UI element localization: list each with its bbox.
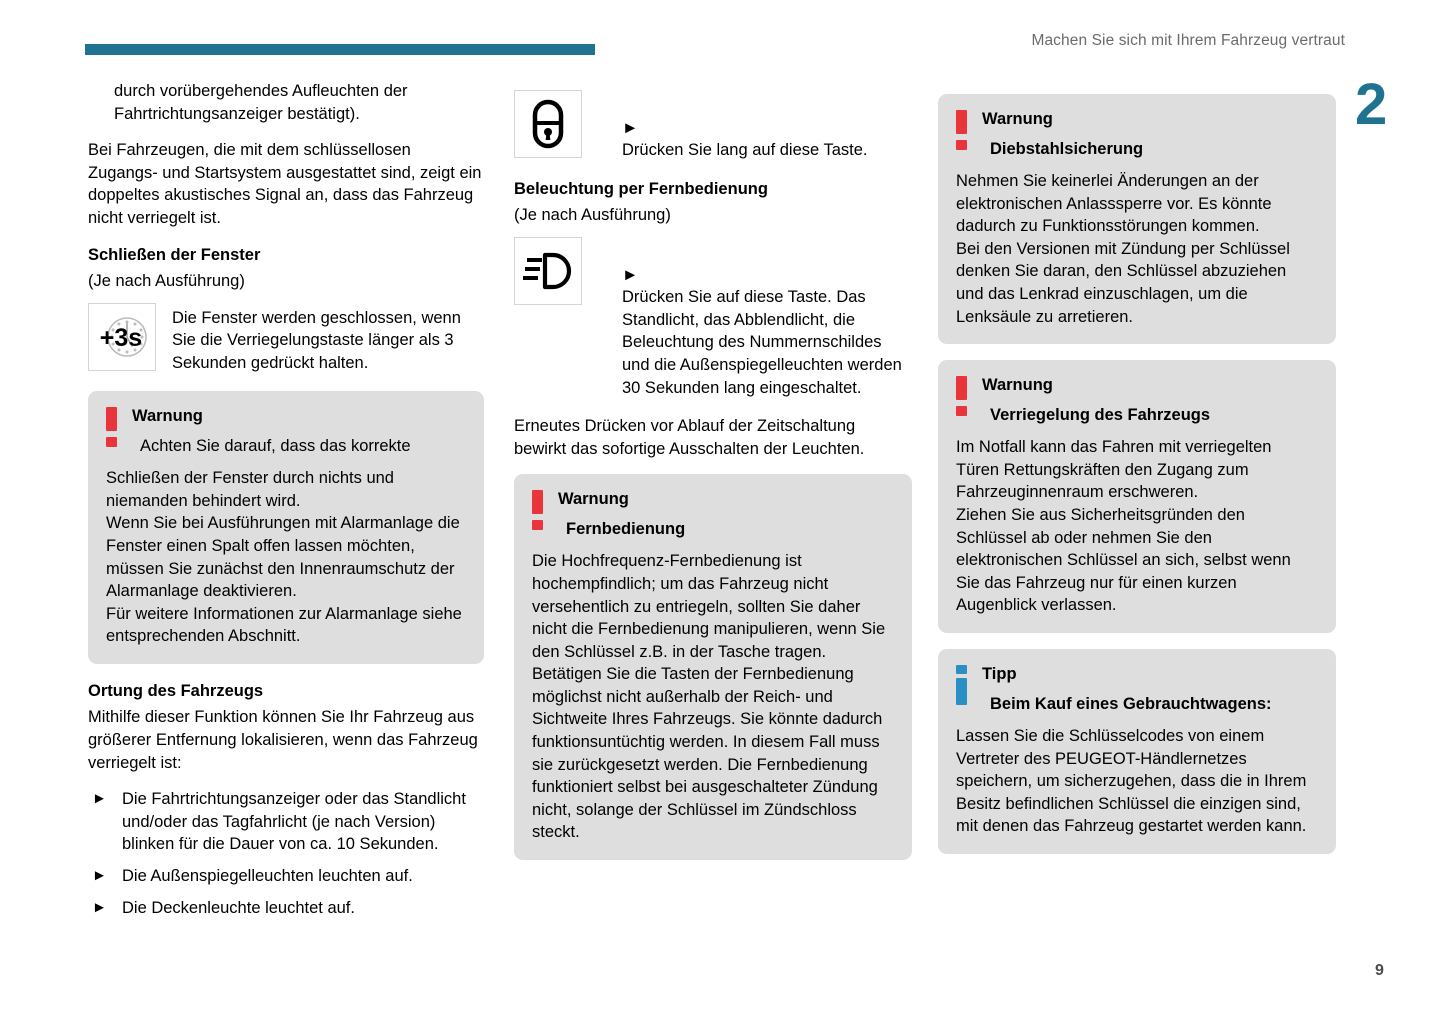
icon-text-3-seconds: Die Fenster werden geschlossen, wenn Sie die Verriegelungstaste länger als 3 Sekunden gedrückt halten. — [172, 308, 461, 372]
variant-note-windows: (Je nach Ausführung) — [88, 272, 245, 291]
heading-remote-lighting: Beleuchtung per Fernbedienung — [514, 179, 768, 198]
triangle-bullet-icon: ► — [92, 867, 107, 885]
callout-first-line: Achten Sie darauf, dass das korrekte — [140, 436, 411, 455]
svg-text:+3s: +3s — [99, 323, 143, 352]
callout-warning-vehicle-locking — [938, 360, 1336, 633]
callout-tip-used-car — [938, 649, 1336, 854]
padlock-button-icon — [514, 90, 582, 158]
callout-body: Lassen Sie die Schlüsselcodes von einem Vertreter des PEUGEOT-Händlernetzes speichern, um sicherzugehen, dass die in Ihrem Besitz befindlichen Schlüssel die einzigen sind, mit denen das Fahrzeug gestartet werden kann. — [956, 726, 1307, 836]
icon-row-3-seconds — [88, 303, 484, 375]
list-item-label: Die Außenspiegelleuchten leuchten auf. — [122, 867, 413, 886]
triangle-bullet-icon: ► — [92, 790, 107, 808]
list-item — [88, 897, 484, 920]
paragraph-vehicle-location: Mithilfe dieser Funktion können Sie Ihr Fahrzeug aus größerer Entfernung lokalisieren, wenn das Fahrzeug verriegelt ist: — [88, 708, 478, 772]
callout-title: Diebstahlsicherung — [990, 140, 1144, 158]
callout-type-label: Warnung — [558, 490, 629, 509]
paragraph-repress: Erneutes Drücken vor Ablauf der Zeitschaltung bewirkt das sofortige Ausschalten der Leuchten. — [514, 417, 865, 458]
callout-type-label: Warnung — [982, 376, 1053, 395]
icon-row-headlight-button — [514, 237, 912, 399]
callout-body: Schließen der Fenster durch nichts und niemanden behindert wird. Wenn Sie bei Ausführungen mit Alarmanlage die Fenster einen Spalt offen lassen möchten, müssen Sie zunächst den Innenraumschutz der Alarmanlage deaktivieren. Für weitere Informationen zur Alarmanlage siehe entsprechenden Abschnitt. — [106, 469, 462, 646]
paragraph-continued: durch vorübergehendes Aufleuchten der Fahrtrichtungsanzeiger bestätigt). — [114, 82, 408, 123]
low-beam-headlight-icon — [514, 237, 582, 305]
column-left — [88, 80, 484, 928]
info-i-icon — [956, 663, 968, 705]
variant-note-lighting: (Je nach Ausführung) — [514, 206, 671, 225]
heading-vehicle-location: Ortung des Fahrzeugs — [88, 681, 264, 700]
warning-exclamation-icon — [532, 488, 544, 530]
warning-exclamation-icon — [956, 108, 968, 150]
callout-type-label: Warnung — [132, 406, 203, 425]
callout-warning-theft-protection — [938, 94, 1336, 344]
callout-body: Die Hochfrequenz-Fernbedienung ist hochempfindlich; um das Fahrzeug nicht versehentlich zu entriegeln, sollten Sie daher nicht die Fernbedienung manipulieren, wenn Sie den Schlüssel z.B. in der Tasche tragen. Betätigen Sie die Tasten der Fernbedienung möglichst nicht außerhalb der Reich- und Sichtweite Ihres Fahrzeugs. Sie könnte dadurch funktionsuntüchtig werden. In diesem Fall muss sie zurückgesetzt werden. Die Fernbedienung funktioniert selbst bei ausgeschalteter Zündung nicht, solange der Schlüssel im Zündschloss steckt. — [532, 552, 886, 842]
callout-body: Im Notfall kann das Fahren mit verriegelten Türen Rettungskräften den Zugang zum Fahrzeuginnenraum erschweren. Ziehen Sie aus Sicherheitsgründen den Schlüssel ab oder nehmen Sie den elektronischen Schlüssel an sich, selbst wenn Sie das Fahrzeug nur für einen kurzen Augenblick verlassen. — [956, 438, 1291, 615]
column-right — [938, 80, 1336, 870]
page-header-title: Machen Sie sich mit Ihrem Fahrzeug vertraut — [1031, 32, 1345, 49]
icon-text-lock-button: ► Drücken Sie lang auf diese Taste. — [622, 118, 868, 160]
icon-row-lock-button — [514, 90, 912, 162]
list-item-label: Die Fahrtrichtungsanzeiger oder das Standlicht und/oder das Tagfahrlicht (je nach Version) blinken für die Dauer von ca. 10 Sekunden. — [122, 790, 466, 854]
callout-warning-windows — [88, 391, 484, 664]
icon-text-headlight-button: ► Drücken Sie auf diese Taste. Das Standlicht, das Abblendlicht, die Beleuchtung des Nummernschildes und die Außenspiegelleuchten werden 30 Sekunden lang eingeschaltet. — [622, 265, 902, 397]
callout-type-label: Warnung — [982, 110, 1053, 128]
list-location-effects — [88, 788, 484, 919]
list-item — [88, 865, 484, 888]
triangle-bullet-icon: ► — [92, 898, 107, 916]
callout-title: Beim Kauf eines Gebrauchtwagens: — [990, 694, 1272, 713]
callout-title: Verriegelung des Fahrzeugs — [990, 406, 1211, 425]
callout-warning-remote — [514, 474, 912, 860]
callout-body: Nehmen Sie keinerlei Änderungen an der elektronischen Anlasssperre vor. Es könnte dadurch zu Funktionsstörungen kommen. Bei den Versionen mit Zündung per Schlüssel denken Sie daran, den Schlüssel abzuziehen und das Lenkrad einzuschlagen, um die Lenksäule zu arretieren. — [956, 172, 1290, 326]
callout-title: Fernbedienung — [566, 520, 686, 539]
header-accent-rule — [85, 44, 595, 55]
plus-3-seconds-icon — [88, 303, 156, 371]
callout-type-label: Tipp — [982, 664, 1017, 683]
warning-exclamation-icon — [956, 374, 968, 416]
list-item-label: Die Deckenleuchte leuchtet auf. — [122, 898, 355, 917]
column-middle — [514, 80, 912, 876]
chapter-number: 2 — [1355, 72, 1388, 137]
warning-exclamation-icon — [106, 405, 118, 447]
page-number: 9 — [1375, 962, 1384, 979]
heading-closing-windows: Schließen der Fenster — [88, 245, 261, 264]
paragraph-keyless-system: Bei Fahrzeugen, die mit dem schlüssellosen Zugangs- und Startsystem ausgestattet sind, zeigt ein doppeltes akustisches Signal an, dass das Fahrzeug nicht verriegelt ist. — [88, 141, 482, 227]
list-item — [88, 788, 484, 856]
